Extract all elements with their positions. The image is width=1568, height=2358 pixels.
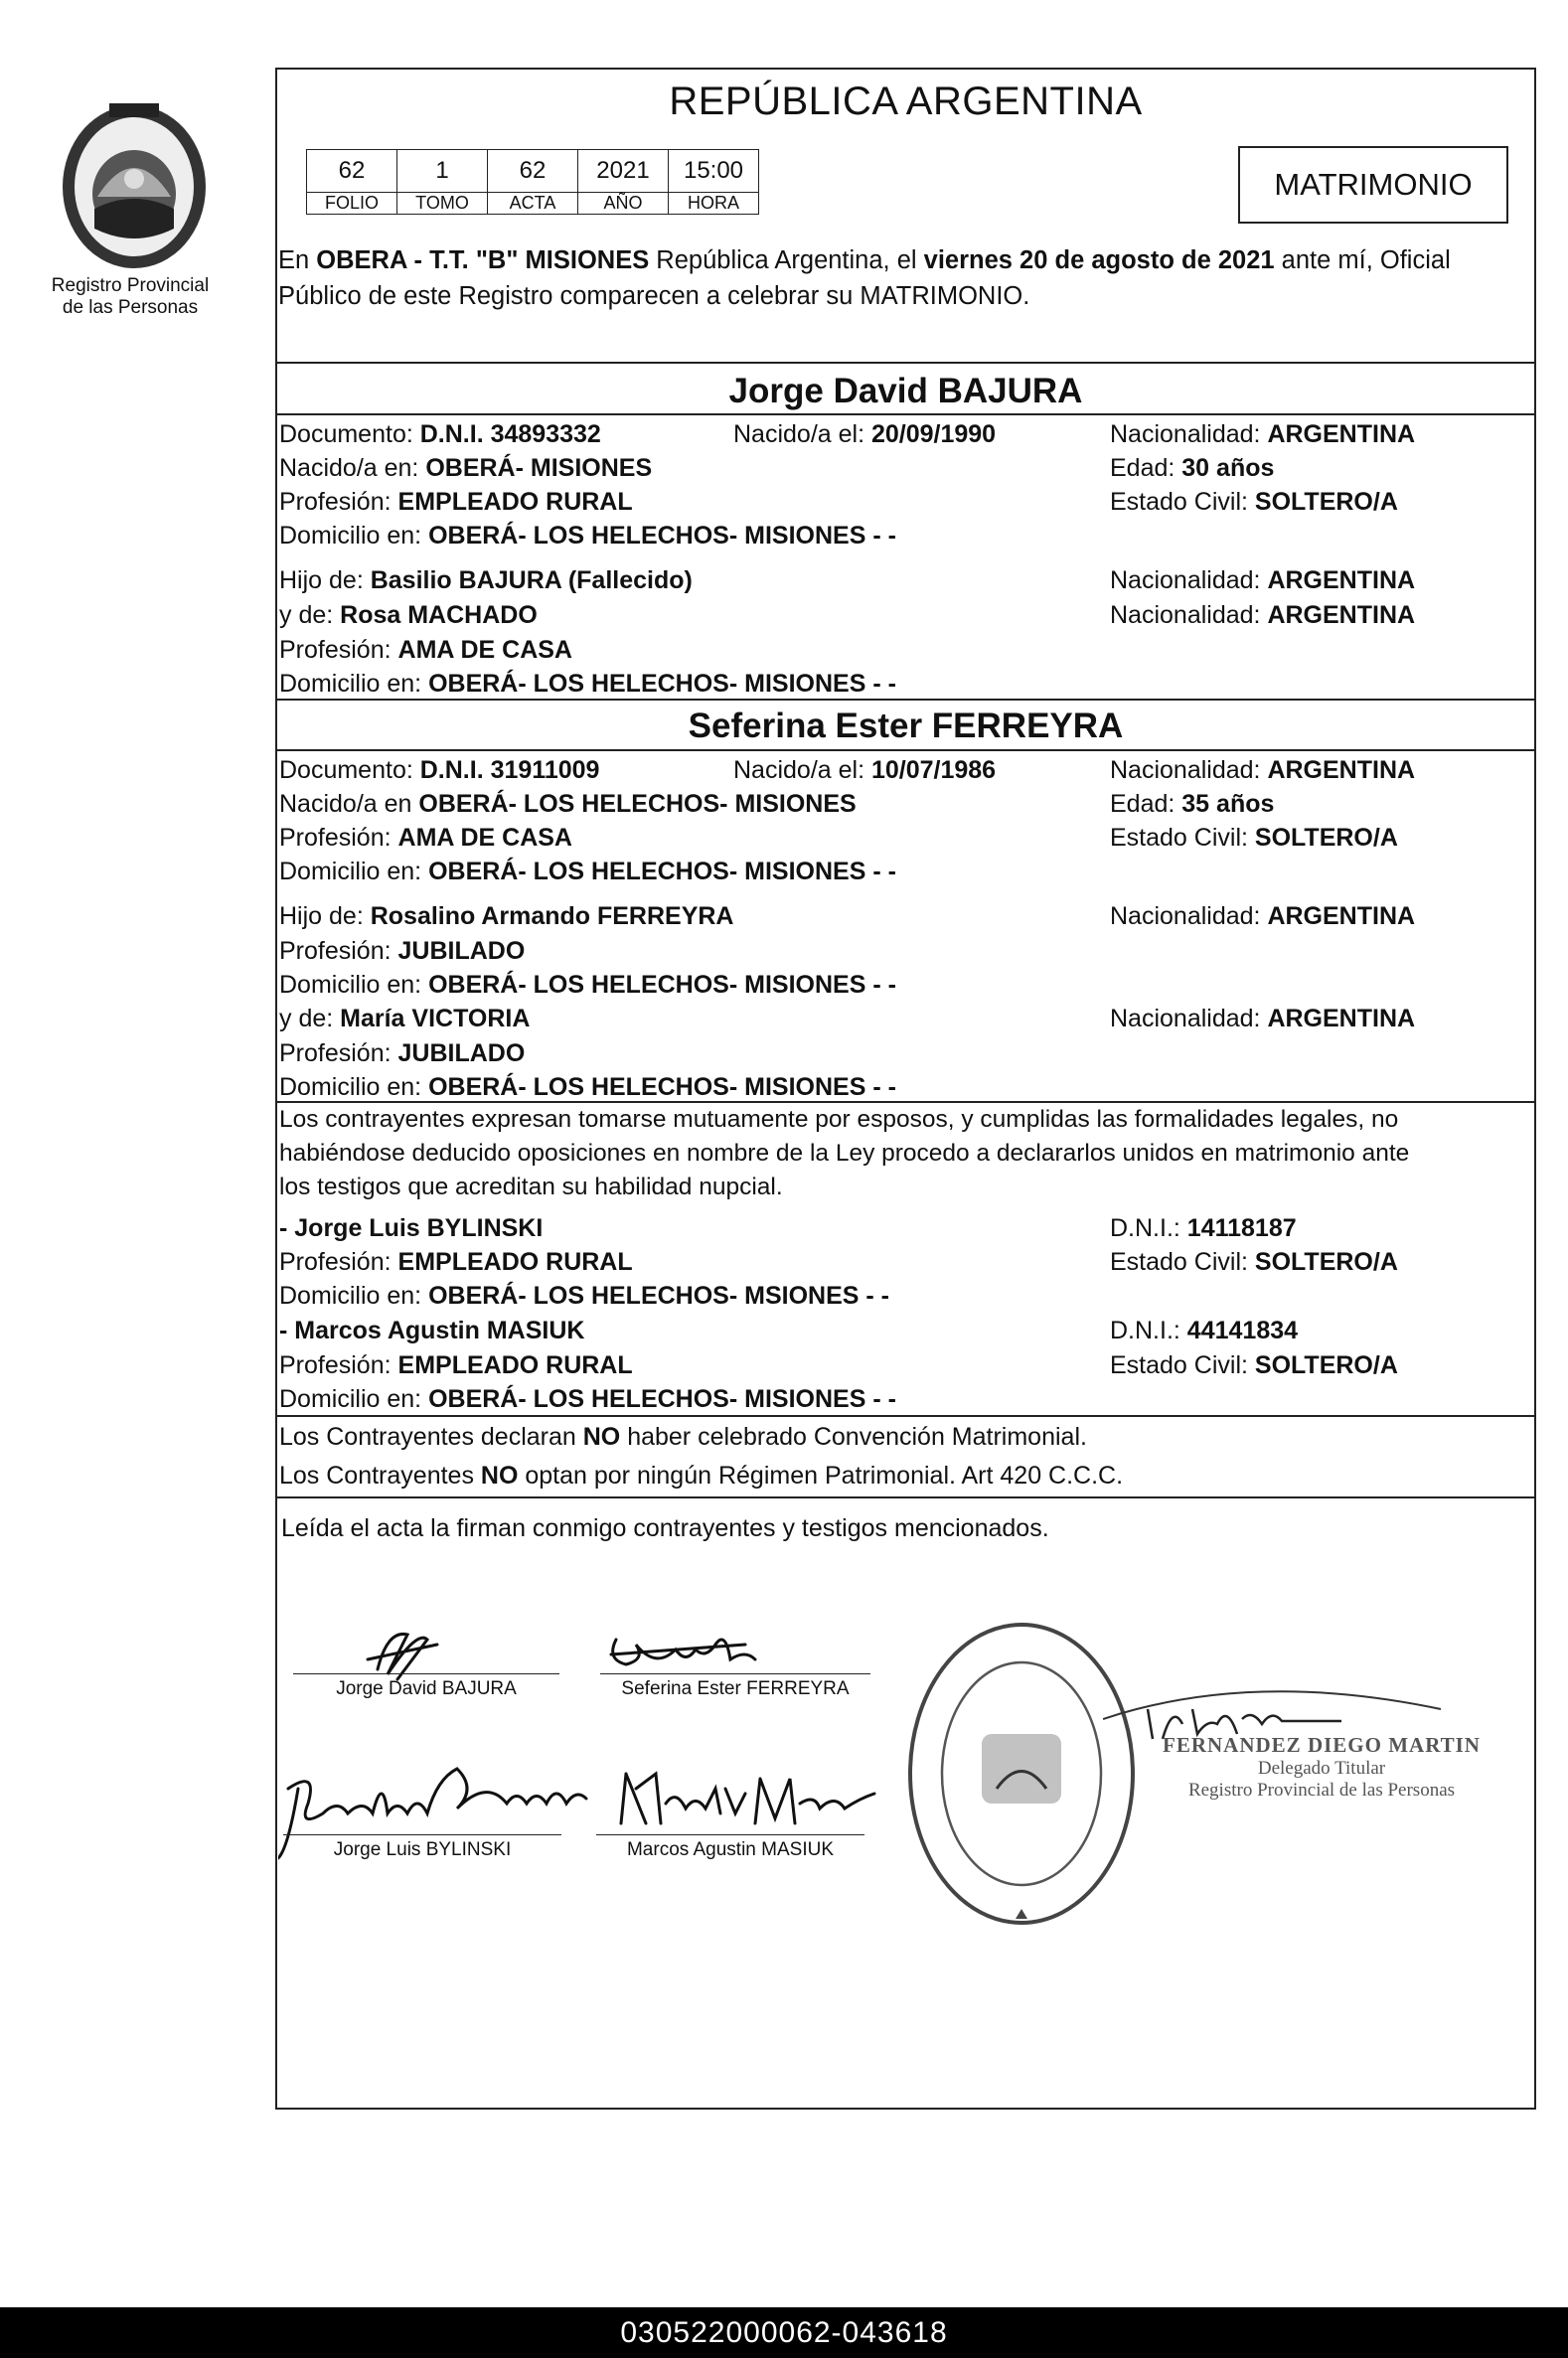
closing-statement: Leída el acta la firman conmigo contrayentes y testigos mencionados. [281, 1514, 1049, 1542]
groom-father: Hijo de: Basilio BAJURA (Fallecido) [279, 566, 693, 594]
intro-text: República Argentina, el [649, 246, 924, 274]
groom-father-nationality: Nacionalidad: ARGENTINA [1110, 566, 1416, 594]
official-role: Delegado Titular [1257, 1758, 1386, 1779]
witness-dni: D.N.I.: 44141834 [1110, 1317, 1299, 1344]
bride-birthdate: Nacido/a el: 10/07/1986 [733, 756, 997, 784]
groom-birthdate: Nacido/a el: 20/09/1990 [733, 420, 997, 448]
groom-age: Edad: 30 años [1110, 454, 1275, 482]
groom-mother-nationality: Nacionalidad: ARGENTINA [1110, 601, 1416, 629]
witness-profession: Profesión: EMPLEADO RURAL [279, 1351, 633, 1379]
tomo-label: TOMO [397, 193, 488, 215]
groom-address: Domicilio en: OBERÁ- LOS HELECHOS- MISIONES - - [279, 522, 896, 550]
groom-document: Documento: D.N.I. 34893332 [279, 420, 601, 448]
bride-father-nationality: Nacionalidad: ARGENTINA [1110, 902, 1416, 930]
witness-address: Domicilio en: OBERÁ- LOS HELECHOS- MISIONES - - [279, 1385, 896, 1413]
bride-civil-status: Estado Civil: SOLTERO/A [1110, 824, 1398, 852]
bride-mother-nationality: Nacionalidad: ARGENTINA [1110, 1005, 1416, 1032]
witness1-signature-name: Jorge Luis BYLINSKI [333, 1839, 512, 1860]
acta-label: ACTA [488, 193, 578, 215]
act-type-box [1238, 146, 1508, 224]
signature-line [283, 1834, 561, 1835]
divider [275, 413, 1536, 415]
registry-caption [26, 275, 235, 319]
groom-parent-profession: Profesión: AMA DE CASA [279, 636, 572, 664]
intro-place: OBERA - T.T. "B" MISIONES [316, 246, 650, 274]
bride-mother-profession: Profesión: JUBILADO [279, 1039, 526, 1067]
bride-birthplace: Nacido/a en OBERÁ- LOS HELECHOS- MISIONES [279, 790, 857, 818]
bride-name-heading: Seferina Ester FERREYRA [688, 707, 1124, 745]
groom-civil-status: Estado Civil: SOLTERO/A [1110, 488, 1398, 516]
document-code-bar [0, 2307, 1568, 2358]
official-stamp-text [1153, 1733, 1490, 1802]
year-label: AÑO [578, 193, 669, 215]
folio-label: FOLIO [307, 193, 397, 215]
province-seal-icon [50, 99, 219, 273]
registry-caption-line2: de las Personas [62, 297, 199, 318]
hour-value: 15:00 [669, 150, 759, 193]
registry-seal [30, 99, 238, 278]
official-name: FERNANDEZ DIEGO MARTIN [1163, 1733, 1481, 1757]
groom-nationality: Nacionalidad: ARGENTINA [1110, 420, 1416, 448]
bride-father-address: Domicilio en: OBERÁ- LOS HELECHOS- MISIONES - - [279, 971, 896, 999]
intro-text: ante mí, Oficial Público de este Registro comparecen a celebrar su MATRIMONIO. [278, 246, 1451, 310]
tomo-value: 1 [397, 150, 488, 193]
divider [275, 1496, 1536, 1498]
divider [275, 699, 1536, 701]
declaration-line: Los contrayentes expresan tomarse mutuamente por esposos, y cumplidas las formalidades legales, no [279, 1106, 1399, 1133]
convention-statement: Los Contrayentes declaran NO haber celebrado Convención Matrimonial. [279, 1423, 1087, 1451]
bride-age: Edad: 35 años [1110, 790, 1275, 818]
witness2-signature-name: Marcos Agustin MASIUK [626, 1839, 835, 1860]
regime-statement: Los Contrayentes NO optan por ningún Régimen Patrimonial. Art 420 C.C.C. [279, 1462, 1124, 1490]
hour-label: HORA [669, 193, 759, 215]
record-number-table [306, 149, 759, 215]
acta-value: 62 [488, 150, 578, 193]
page-title: REPÚBLICA ARGENTINA [669, 79, 1143, 123]
bride-mother-address: Domicilio en: OBERÁ- LOS HELECHOS- MISIONES - - [279, 1073, 896, 1101]
bride-address: Domicilio en: OBERÁ- LOS HELECHOS- MISIONES - - [279, 858, 896, 885]
intro-date: viernes 20 de agosto de 2021 [923, 246, 1275, 274]
bride-profession: Profesión: AMA DE CASA [279, 824, 572, 852]
signature-line [293, 1673, 559, 1674]
intro-paragraph [278, 242, 1532, 314]
declaration-line: habiéndose deducido oposiciones en nombre de la Ley procedo a declararlos unidos en matrimonio ante [279, 1140, 1410, 1167]
signature-line [600, 1673, 870, 1674]
document-code: 030522000062-043618 [620, 2316, 948, 2349]
act-type-label: MATRIMONIO [1274, 167, 1473, 202]
intro-text: En [278, 246, 317, 274]
bride-father-profession: Profesión: JUBILADO [279, 937, 526, 965]
divider [275, 749, 1536, 751]
bride-father: Hijo de: Rosalino Armando FERREYRA [279, 902, 734, 930]
declaration-line: los testigos que acreditan su habilidad nupcial. [279, 1174, 783, 1200]
bride-mother: y de: María VICTORIA [279, 1005, 531, 1032]
witness-name: - Marcos Agustin MASIUK [279, 1317, 585, 1344]
divider [275, 362, 1536, 364]
year-value: 2021 [578, 150, 669, 193]
groom-signature-name: Jorge David BAJURA [336, 1678, 517, 1699]
groom-profession: Profesión: EMPLEADO RURAL [279, 488, 633, 516]
bride-nationality: Nacionalidad: ARGENTINA [1110, 756, 1416, 784]
folio-value: 62 [307, 150, 397, 193]
witness-dni: D.N.I.: 14118187 [1110, 1214, 1297, 1242]
groom-mother: y de: Rosa MACHADO [279, 601, 538, 629]
witness-civil-status: Estado Civil: SOLTERO/A [1110, 1248, 1398, 1276]
handwritten-signatures [278, 1590, 974, 1868]
bride-document: Documento: D.N.I. 31911009 [279, 756, 600, 784]
official-office: Registro Provincial de las Personas [1187, 1780, 1456, 1801]
witness-name: - Jorge Luis BYLINSKI [279, 1214, 544, 1242]
groom-birthplace: Nacido/a en: OBERÁ- MISIONES [279, 454, 653, 482]
witness-profession: Profesión: EMPLEADO RURAL [279, 1248, 633, 1276]
divider [275, 1415, 1536, 1417]
groom-parent-address: Domicilio en: OBERÁ- LOS HELECHOS- MISIONES - - [279, 670, 896, 698]
witness-address: Domicilio en: OBERÁ- LOS HELECHOS- MSIONES - - [279, 1282, 889, 1310]
signature-line [596, 1834, 864, 1835]
registry-caption-line1: Registro Provincial [51, 275, 210, 296]
groom-name-heading: Jorge David BAJURA [728, 372, 1083, 410]
witness-civil-status: Estado Civil: SOLTERO/A [1110, 1351, 1398, 1379]
bride-signature-name: Seferina Ester FERREYRA [621, 1678, 850, 1699]
